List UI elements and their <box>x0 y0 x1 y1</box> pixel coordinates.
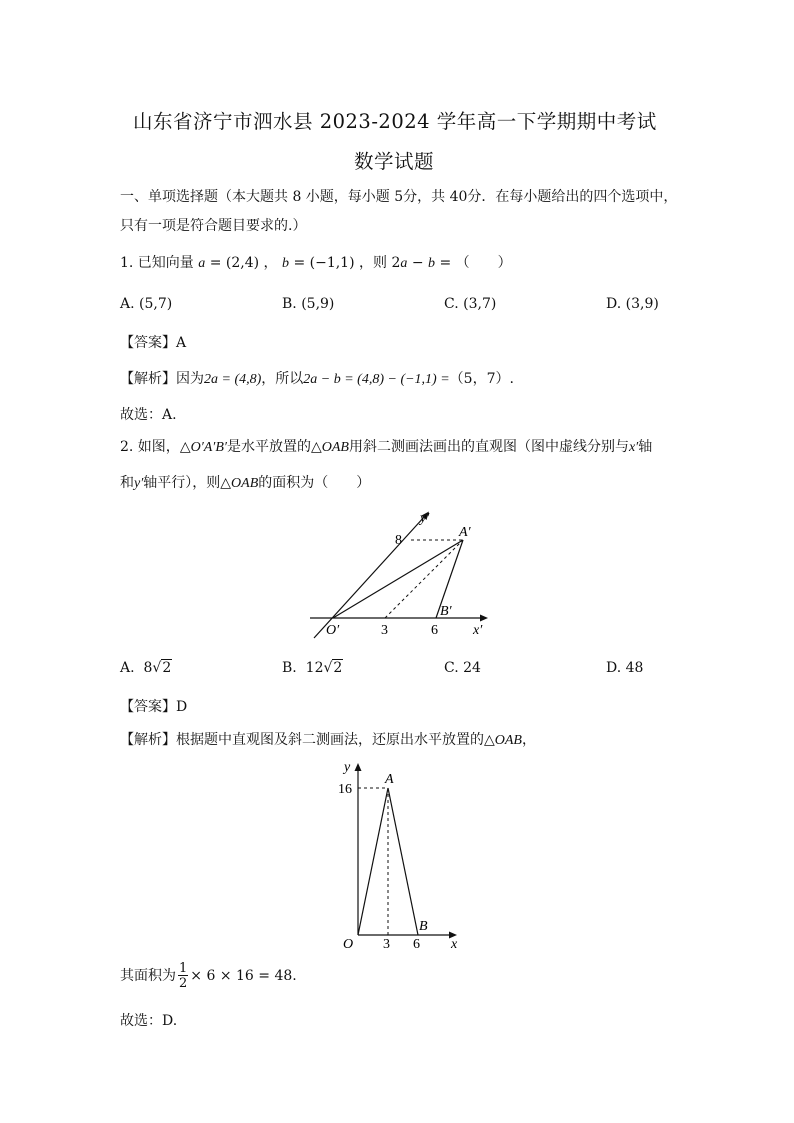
q1-option-b <box>282 296 334 312</box>
label-a: A <box>385 772 394 787</box>
label-a-prime: A′ <box>459 525 471 540</box>
stem-text: 轴 <box>638 439 653 455</box>
y-axis-arrow-icon <box>355 763 362 771</box>
q1-sep: ， <box>263 255 278 271</box>
label-tick-3: 3 <box>381 623 388 638</box>
area-expression: × 6 × 16 = 48 <box>190 968 293 984</box>
q1-stem-prefix: 1. 已知向量 <box>120 255 194 271</box>
option-radicand: 2 <box>333 660 343 676</box>
stem-text: 和 <box>120 475 134 491</box>
stem-text: 是水平放置的 <box>226 439 311 455</box>
option-label: A. <box>120 296 135 312</box>
option-radicand: 2 <box>162 660 172 676</box>
answer-value: A <box>176 335 187 351</box>
option-value: (5,7) <box>139 296 173 312</box>
stem-math: △O′A′B′ <box>179 440 227 455</box>
label-tick-8: 8 <box>395 533 402 548</box>
analysis-text: 因为 <box>176 371 204 387</box>
fraction-denominator: 2 <box>179 976 188 991</box>
label-o: O <box>343 937 354 950</box>
label-y: y <box>344 760 351 775</box>
page-subtitle: 数学试题 <box>354 150 435 173</box>
page-title: 山东省济宁市泗水县 2023-2024 学年高一下学期期中考试 <box>133 110 657 133</box>
option-label: B. <box>282 660 297 676</box>
q1-option-c <box>444 296 496 312</box>
label-x-prime: x′ <box>473 623 483 638</box>
q2-answer <box>120 696 187 716</box>
analysis-text: ，所以 <box>261 371 304 387</box>
analysis-text: ， <box>521 732 536 748</box>
q2-option-a: A. 8√2 <box>120 660 172 676</box>
stem-text: 2. 如图， <box>120 439 180 455</box>
label-b-prime: B′ <box>440 604 452 619</box>
section-heading-line2: 只有一项是符合题目要求的.） <box>120 218 307 234</box>
q2-area <box>120 962 297 990</box>
q2-oblique-figure <box>300 500 500 645</box>
area-text: . <box>292 968 297 984</box>
analysis-formula: 2a − b = (4,8) − (−1,1) = <box>303 372 450 387</box>
y-prime-axis <box>314 516 425 638</box>
stem-math: x′ <box>628 440 639 455</box>
q1-conclusion: 故选：A. <box>120 407 177 423</box>
q1-option-a <box>120 296 172 312</box>
label-b: B <box>419 919 428 934</box>
option-value: (3,7) <box>463 296 497 312</box>
q1-analysis <box>120 368 514 388</box>
stem-math: △OAB <box>220 476 259 491</box>
analysis-tag: 【解析】 <box>120 371 176 387</box>
answer-tag: 【答案】 <box>120 335 176 351</box>
analysis-math: △OAB <box>484 733 522 748</box>
option-label: D. <box>606 296 622 312</box>
label-o-prime: O′ <box>326 623 340 638</box>
analysis-result: （5，7）. <box>449 371 514 387</box>
x-axis-arrow-icon <box>480 615 488 622</box>
q1-expr-coef: 2 <box>391 255 401 271</box>
q2-restored-figure <box>330 755 470 950</box>
option-value: 24 <box>463 660 481 676</box>
option-label: D. <box>606 660 622 676</box>
area-text: 其面积为 <box>120 968 176 984</box>
option-value: (5,9) <box>301 296 335 312</box>
stem-text: 的面积为（ ） <box>258 475 371 491</box>
option-label: C. <box>444 660 459 676</box>
label-y-prime: y′ <box>420 511 430 526</box>
label-x: x <box>451 937 458 950</box>
q1-vector-b: b <box>282 256 289 271</box>
q1-answer <box>120 332 186 352</box>
q1-option-d <box>606 296 659 312</box>
q2-stem-line2 <box>120 472 370 492</box>
stem-math: y′ <box>134 476 144 491</box>
q2-conclusion: 故选：D. <box>120 1013 178 1029</box>
option-coef: 8 <box>143 660 153 676</box>
analysis-formula: 2a = (4,8) <box>204 372 262 387</box>
fraction-numerator: 1 <box>179 961 188 976</box>
q1-expr-b: b <box>428 256 436 271</box>
q1-stem <box>120 252 512 272</box>
q1-mid: ，则 <box>359 255 388 271</box>
answer-value: D <box>176 699 188 715</box>
analysis-tag: 【解析】 <box>120 732 176 748</box>
segment-oa <box>358 788 388 935</box>
option-label: A. <box>120 660 135 676</box>
q1-eq-b: = (−1,1) <box>293 255 355 271</box>
segment-ab <box>388 788 418 935</box>
q2-option-c <box>444 660 481 676</box>
stem-text: 用斜二测画法画出的直观图（图中虚线分别与 <box>348 439 629 455</box>
q1-expr-eq: = （ ） <box>435 255 512 271</box>
q2-stem-line1 <box>120 436 652 456</box>
stem-math: △OAB <box>310 440 349 455</box>
q1-eq-a: = (2,4) <box>209 255 260 271</box>
option-value: 48 <box>625 660 644 676</box>
label-tick-6: 6 <box>413 937 420 950</box>
option-coef: 12 <box>305 660 324 676</box>
section-heading-line1: 一、单项选择题（本大题共 8 小题，每小题 5分，共 40分．在每小题给出的四个选项中， <box>120 189 678 205</box>
label-tick-16: 16 <box>338 782 352 797</box>
stem-text: 轴平行），则 <box>143 475 221 491</box>
q1-vector-a: a <box>198 256 206 271</box>
fraction-half <box>178 962 188 990</box>
option-label: B. <box>282 296 297 312</box>
label-tick-3: 3 <box>383 937 390 950</box>
option-label: C. <box>444 296 459 312</box>
answer-tag: 【答案】 <box>120 699 176 715</box>
q2-analysis <box>120 729 536 749</box>
q2-option-d <box>606 660 643 676</box>
q2-option-b: B. 12√2 <box>282 660 343 676</box>
option-value: (3,9) <box>625 296 659 312</box>
analysis-text: 根据题中直观图及斜二测画法，还原出水平放置的 <box>176 732 484 748</box>
q1-expr-a: a <box>400 256 408 271</box>
label-tick-6: 6 <box>431 623 438 638</box>
q1-expr-minus: − <box>407 255 429 271</box>
